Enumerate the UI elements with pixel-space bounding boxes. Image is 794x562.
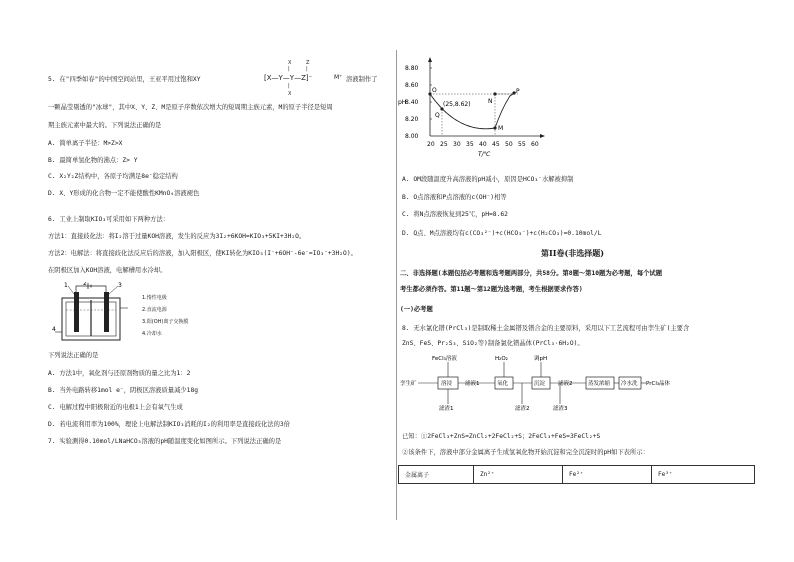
xtick-60: 60 <box>531 141 539 148</box>
q6-lead: 下列说法正确的是 <box>48 352 99 359</box>
legend-inert-electrode: 1.惰性电极 <box>142 295 167 301</box>
section2-line2: 考生都必须作答。第11题～第12题为选考题，考生根据要求作答) <box>400 286 583 293</box>
q5-structure <box>262 60 352 106</box>
ytick-820: 8.20 <box>405 116 419 123</box>
ytick-800: 8.00 <box>405 133 419 140</box>
ylabel: pH <box>398 99 407 106</box>
q5-line1 <box>48 76 200 84</box>
ytick-880: 8.80 <box>405 65 419 72</box>
q5-option-d: D. X、Y形成的化合物一定不能使酸性KMnO₄溶液褪色 <box>48 190 200 197</box>
struct-bond-2: | <box>306 66 308 72</box>
struct-chain: [X—Y—Y—Z]⁻ <box>264 74 313 82</box>
q7-option-d: D. Q点、M点溶液均有c(CO₃²⁻)+c(HCO₃⁻)+c(H₂CO₃)=0.10mol/L <box>402 230 602 237</box>
q8-line1: 8. 无水氯化镨(PrCl₃)是制取稀土金属镨及镨合金的主要原料，采用以下工艺流程可由孪生矿(主要含 <box>402 325 690 332</box>
q5-text-pre: 5. 在"四季如春"的中国空间站里，王亚平用过饱和X <box>48 76 197 83</box>
section2-line1: 二、非选择题(本题包括必考题和选考题两部分，共58分。第8题～第10题为必考题，每个试题 <box>400 270 663 277</box>
q7-stem: 7. 实验测得0.10mol/LNaHCO₃溶液的pH随温度变化如图所示。下列说法正确的是 <box>48 438 282 445</box>
q6-line1: 6. 工业上制取KIO₃可采用如下两种方法： <box>48 216 169 223</box>
part2-title: 第II卷(非选择题) <box>541 248 605 258</box>
q6-option-a: A. 方法1中，氧化剂与还原剂物质的量之比为1：2 <box>48 370 191 377</box>
known-reactions: 已知：①2FeCl₃+ZnS=ZnCl₂+2FeCl₂+S；2FeCl₃+FeS=3FeCl₂+S <box>402 433 601 440</box>
struct-bottom-x: X <box>288 91 292 97</box>
xtick-30: 30 <box>453 141 461 148</box>
xtick-50: 50 <box>505 141 513 148</box>
ytick-840: 8.40 <box>405 99 419 106</box>
table-row <box>399 466 755 484</box>
q5-formula: Y <box>196 76 201 83</box>
q7-option-b: B. O点溶液和P点溶液的c(OH⁻)相等 <box>402 194 507 201</box>
fig-label-4: 4 <box>52 326 56 333</box>
label-p: P <box>516 88 520 95</box>
legend-membrane: 3.阳(OH)离子交换膜 <box>142 319 189 325</box>
flow-reagent2: H₂O₂ <box>495 356 508 362</box>
flow-residue3: 滤渣3 <box>553 406 568 412</box>
q5-option-a: A. 简单离子半径：M>Z>X <box>48 140 123 147</box>
struct-top-x: X <box>288 60 292 66</box>
xtick-20: 20 <box>427 141 435 148</box>
label-o: O <box>432 87 437 94</box>
fig-label-2: 2 <box>83 282 87 287</box>
flow-residue2: 滤渣2 <box>515 406 530 412</box>
table-cell-zn: Zn²⁺ <box>474 466 563 484</box>
q6-method3: 在阴极区加入KOH溶液，电解槽用水冷却。 <box>48 267 167 274</box>
xtick-35: 35 <box>466 141 474 148</box>
curve-om <box>430 94 495 129</box>
fig-label-1: 1 <box>64 282 68 289</box>
q6-method2: 方法2：电解法：将直接歧化法反应后的溶液，加入阳极区，使KI转化为KIO₃(I⁻+6OH⁻-6e⁻=IO₃⁻+3H₂O)。 <box>48 250 357 257</box>
q5-line2: 一颗晶莹剔透的"冰球"，其中X、Y、Z、M是原子序数依次增大的短周期主族元素，M的原子半径是短周 <box>48 104 333 111</box>
column-divider <box>396 50 397 520</box>
struct-bond-3: | <box>288 83 290 89</box>
q7-option-c: C. 将N点溶液恢复到25℃，pH=8.62 <box>402 211 508 218</box>
ytick-860: 8.60 <box>405 82 419 89</box>
xtick-45: 45 <box>492 141 500 148</box>
label-q: Q <box>435 112 440 119</box>
flow-box-evaporate: 蒸发浓缩 <box>588 381 611 387</box>
q7-option-a: A. OM段随温度升高溶液的pH减小，原因是HCO₃⁻水解被抑制 <box>402 176 574 183</box>
xtick-25: 25 <box>440 141 448 148</box>
electrolysis-diagram <box>52 282 142 348</box>
flow-filtrate1: 滤液1 <box>465 381 480 387</box>
point-n <box>493 92 496 95</box>
struct-top-z: Z <box>306 60 310 66</box>
known-ph-note: ②该条件下，溶液中部分金属离子生成氢氧化物开始沉淀和完全沉淀时的pH如下表所示： <box>402 449 649 456</box>
table-cell-fe3: Fe³⁺ <box>652 466 755 484</box>
curve-mp <box>495 92 516 128</box>
flow-box-precipitate: 沉淀 <box>534 381 546 387</box>
q5-line1-end: 溶液制作了 <box>346 76 378 83</box>
flow-box-dissolve: 溶浸 <box>441 381 453 387</box>
legend-cooling-water: 4.冷却水 <box>142 331 162 337</box>
label-n: N <box>488 98 493 105</box>
q6-option-b: B. 当外电路转移1mol e⁻，阴极区溶液质量减少18g <box>48 387 199 394</box>
process-flow <box>398 352 688 414</box>
q5-option-b: B. 最简单氢化物的沸点：Z> Y <box>48 157 138 164</box>
xtick-40: 40 <box>479 141 487 148</box>
metal-ion-table <box>398 465 755 484</box>
q5-option-c: C. X₂Y₂Z结构中，各原子均满足8e⁻稳定结构 <box>48 173 178 180</box>
flow-filtrate2: 滤液2 <box>558 381 573 387</box>
legend-dc-power: 2.直流电源 <box>142 307 167 313</box>
xtick-55: 55 <box>518 141 526 148</box>
label-m: M <box>498 125 504 132</box>
q6-method1: 方法1：直接歧化法：将I₂溶于过量KOH溶液，发生的反应为3I₂+6KOH=KIO₃+5KI+3H₂O。 <box>48 233 306 240</box>
q6-option-c: C. 电解过程中阳极附近的电极1上会有氧气生成 <box>48 404 183 411</box>
flow-box-oxidize: 氧化 <box>497 381 509 387</box>
xlabel: T/℃ <box>478 151 491 158</box>
table-cell-fe2: Fe²⁺ <box>563 466 652 484</box>
q5-line3: 期主族元素中最大的。下列说法正确的是 <box>48 122 162 129</box>
flow-residue1: 滤渣1 <box>439 406 454 412</box>
table-cell-header: 金属离子 <box>399 466 474 484</box>
flow-reagent1: FeCl₃溶液 <box>432 356 457 362</box>
required-heading: (一)必考题 <box>400 306 433 313</box>
struct-m: M⁺ <box>334 74 343 81</box>
point-m <box>493 126 496 129</box>
ph-temperature-chart <box>398 56 548 160</box>
flow-source: 孪生矿 <box>400 381 417 387</box>
q6-option-d: D. 若电流利用率为100%，理论上电解法制KIO₃消耗的I₂的利用率是直接歧化法的3倍 <box>48 421 290 428</box>
fig-label-3: 3 <box>118 282 122 289</box>
label-qv: (25,8.62) <box>443 101 471 108</box>
flow-product: PrCl₃晶体 <box>646 381 671 387</box>
flow-box-wash: 冷水洗 <box>621 381 638 387</box>
struct-bond-1: | <box>288 66 290 72</box>
flow-reagent3: 调pH <box>534 356 548 362</box>
q8-line2: ZnS、FeS、Pr₂S₃、SiO₂等)制备氯化镨晶体(PrCl₃·6H₂O)。 <box>402 340 584 347</box>
